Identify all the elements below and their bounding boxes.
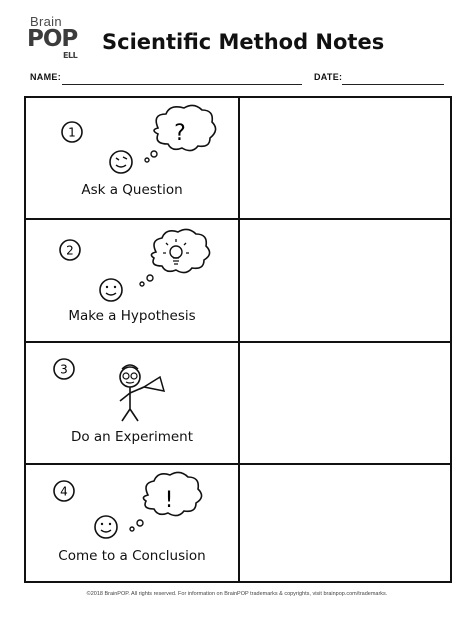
step-number: 3 xyxy=(60,362,68,377)
logo-ell-text: ELL xyxy=(63,51,78,60)
exclamation-mark: ! xyxy=(164,488,174,513)
date-label: DATE: xyxy=(314,72,343,82)
notes-area-2[interactable] xyxy=(240,220,450,341)
notes-area-1[interactable] xyxy=(240,98,450,218)
notes-grid xyxy=(24,96,452,583)
step-caption: Come to a Conclusion xyxy=(58,548,206,564)
step-cell-2 xyxy=(26,220,238,341)
step-cell-4 xyxy=(26,465,238,583)
step-caption: Make a Hypothesis xyxy=(68,308,196,324)
step-cell-1 xyxy=(26,98,238,218)
question-mark: ? xyxy=(174,121,186,146)
scientist-flask-icon xyxy=(26,343,238,463)
exclamation-thought-icon xyxy=(26,465,238,583)
name-field[interactable] xyxy=(62,84,302,85)
notes-area-3[interactable] xyxy=(240,343,450,463)
question-thought-icon xyxy=(26,98,238,218)
step-number: 2 xyxy=(66,243,74,258)
step-caption: Ask a Question xyxy=(81,182,183,198)
page-title: Scientific Method Notes xyxy=(102,30,385,54)
name-label: NAME: xyxy=(30,72,61,82)
logo-pop-text: POP xyxy=(27,26,78,52)
logo-brain-text: Brain xyxy=(30,14,62,29)
step-number: 1 xyxy=(68,125,76,140)
step-cell-3 xyxy=(26,343,238,463)
copyright-footer: ©2018 BrainPOP. All rights reserved. For information on BrainPOP trademarks & copyrights, visit brainpop.com/trademarks. xyxy=(86,591,388,597)
date-field[interactable] xyxy=(342,84,444,85)
brainpop-ell-logo xyxy=(24,12,84,68)
step-number: 4 xyxy=(60,484,68,499)
step-caption: Do an Experiment xyxy=(70,429,194,445)
notes-area-4[interactable] xyxy=(240,465,450,581)
